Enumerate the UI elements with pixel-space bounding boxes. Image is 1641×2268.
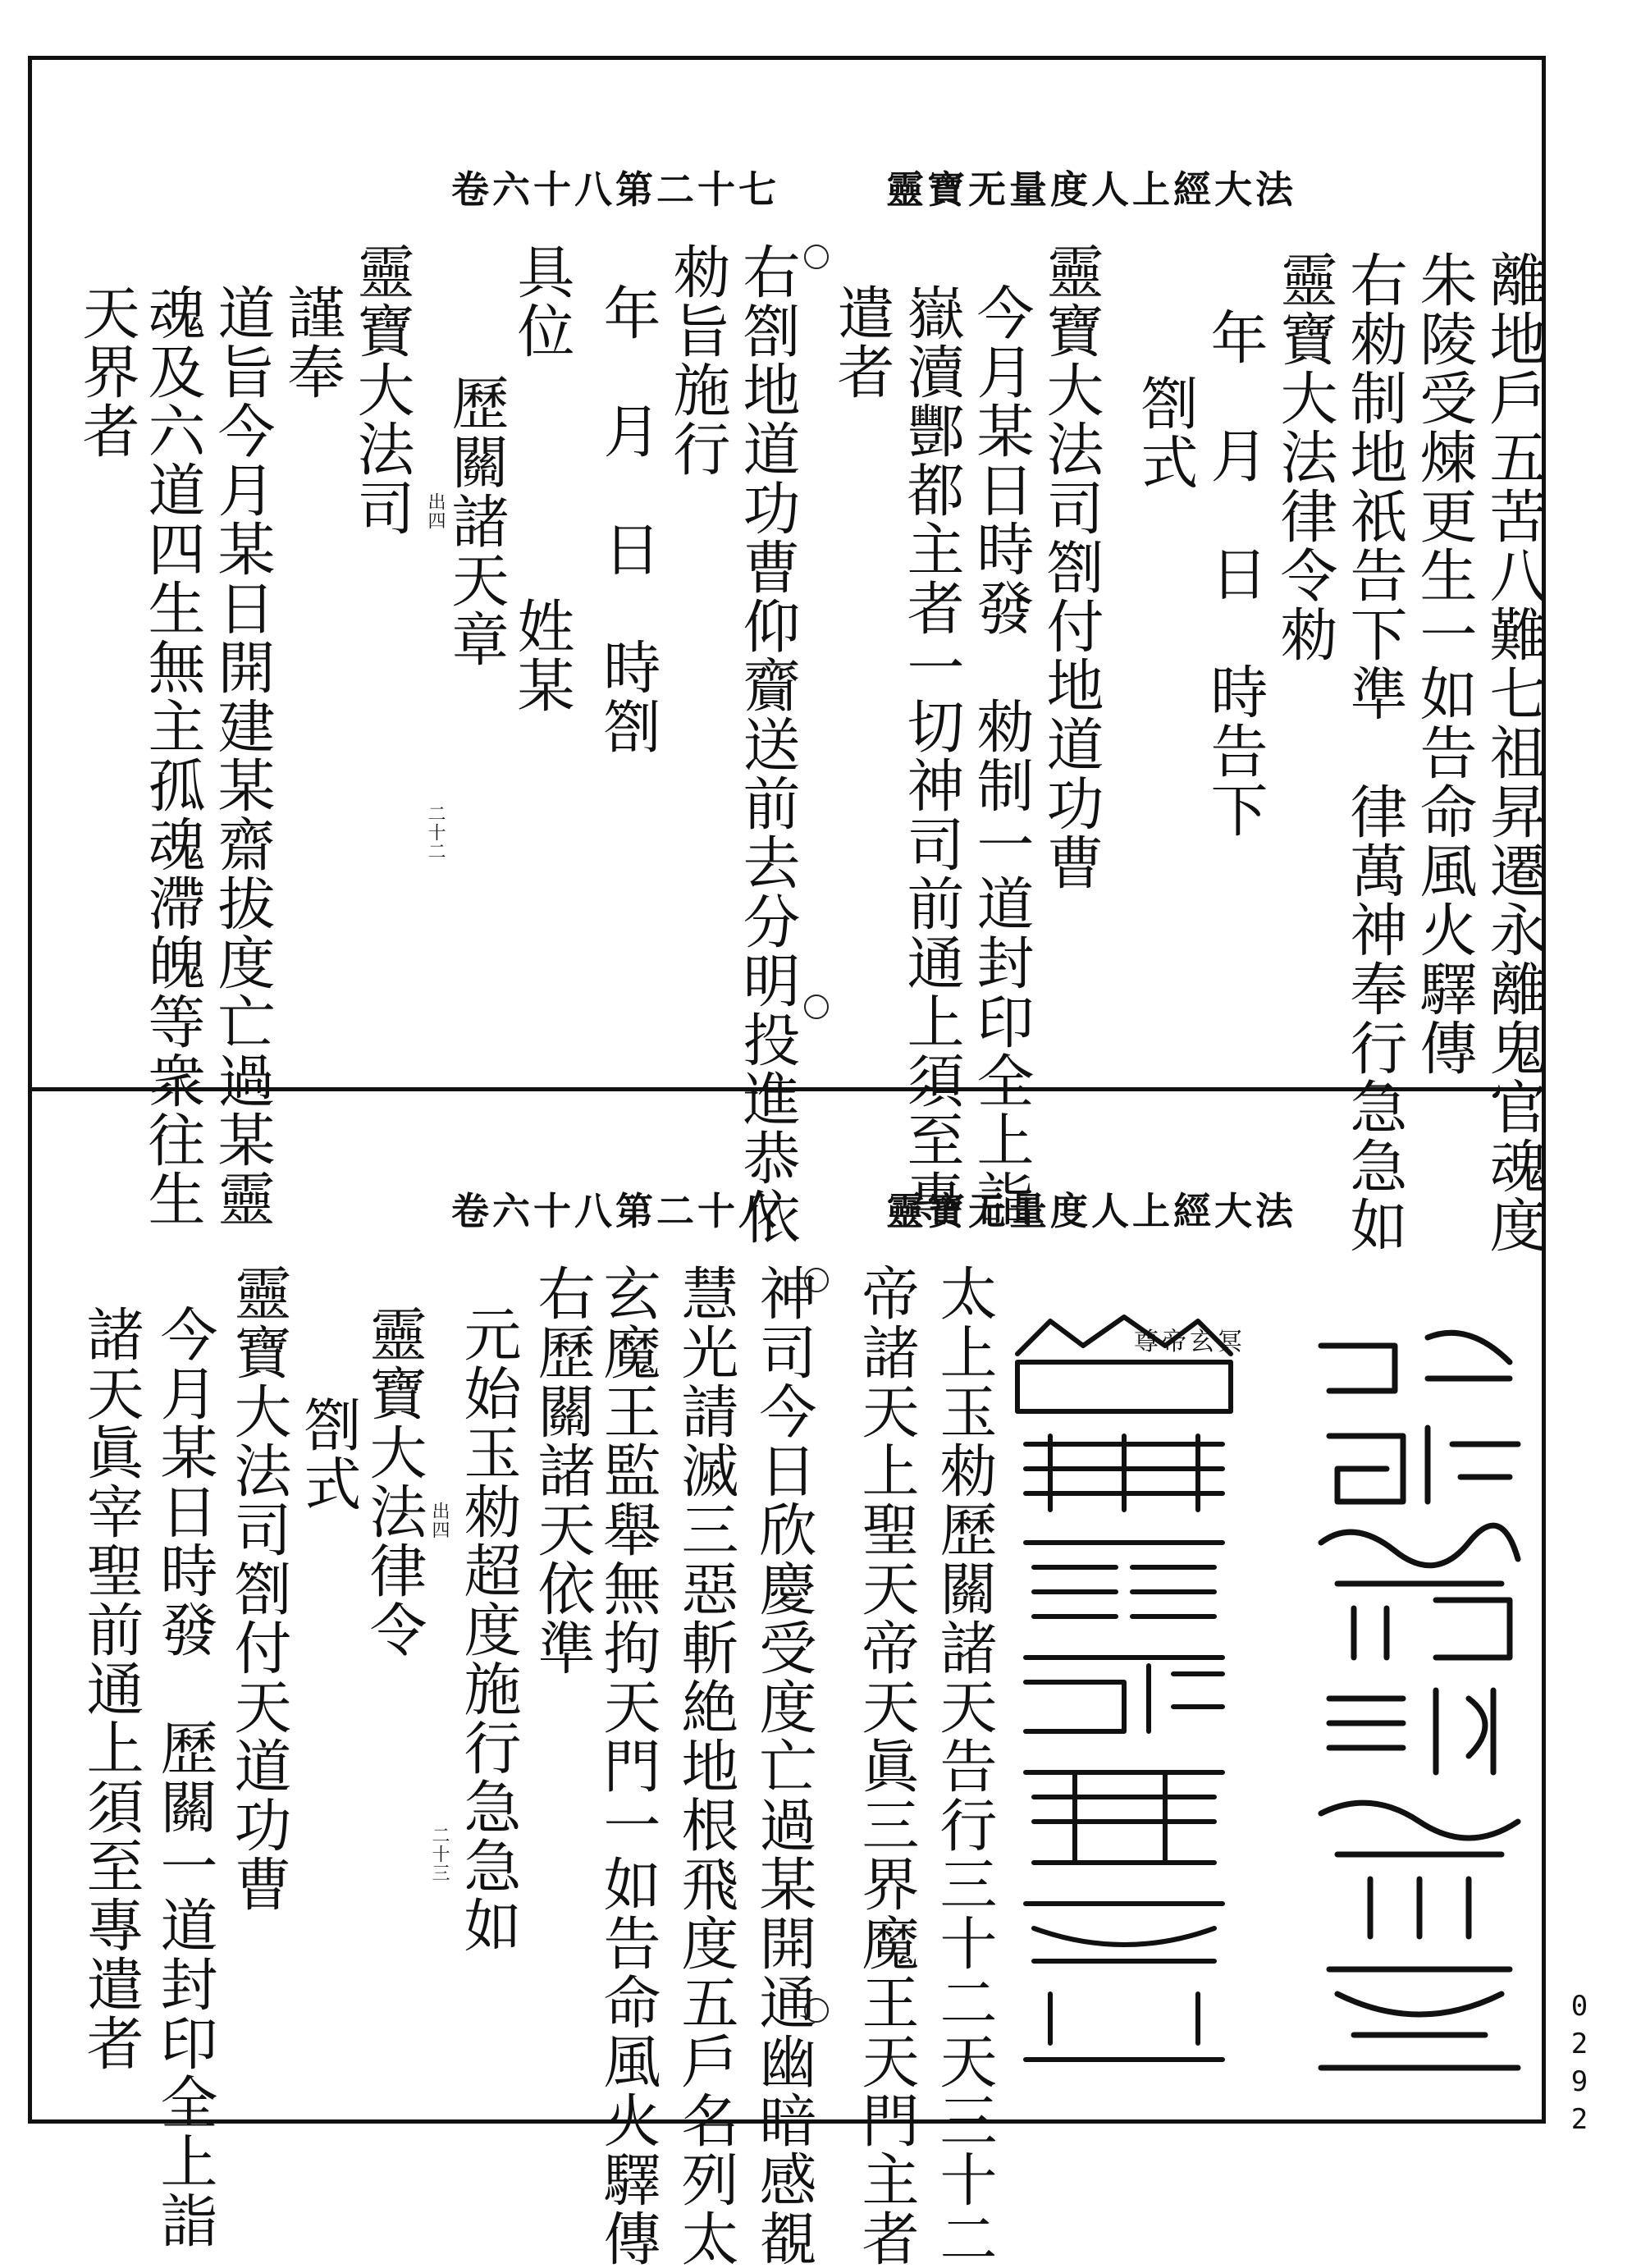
top-header-volume: 卷六十八第二十七 [451,167,779,212]
bottom-column-8: 靈寶大法律令 [360,1305,427,1659]
top-column-9: 嶽瀆酆都主者一切神司前通上須至專 [898,283,965,1228]
top-column-11: 右劄地道功曹仰齎送前去分明投進恭依 [734,242,801,1246]
top-column-15: 歷關諸天章 [442,373,510,669]
top-page-marker: 二十二 [425,804,446,861]
top-column-17: 謹奉 [278,283,345,401]
bottom-header-title: 靈寶无量度人上經大法 [886,1189,1296,1233]
top-column-4: 靈寶大法律令勑 [1271,250,1338,664]
top-circle-mark-1 [804,245,829,269]
bottom-column-9: 劄式 [295,1395,362,1513]
top-column-16: 靈寶大法司 [348,242,415,537]
top-column-14: 具位 姓某 [508,242,575,715]
top-column-13: 年 月 日 時劄 [594,283,661,756]
top-circle-mark-2 [804,995,829,1019]
seal-label: 尊帝玄冥 [1134,1328,1246,1356]
bottom-header-volume: 卷六十八第二十八 [451,1189,779,1233]
side-page-number: 0292 [1563,1990,1596,2141]
top-note-chu: 出四 [425,492,446,530]
top-column-8: 今月某日時發 勑制一道封印全上詣 [967,283,1035,1228]
top-column-19: 魂及六道四生無主孤魂滯魄等衆往生 [139,283,206,1228]
top-column-6: 劄式 [1131,373,1199,492]
top-header-title: 靈寶无量度人上經大法 [886,167,1296,212]
bottom-column-5: 玄魔王監舉無拘天門一如告命風火驛傳 [594,1264,661,2268]
bottom-column-6: 右歷關諸天依準 [528,1264,596,1677]
bottom-circle-mark-1 [804,1268,829,1292]
bottom-column-12: 諸天眞宰聖前通上須至專遣者 [77,1305,144,2073]
bottom-column-2: 帝諸天上聖天帝天眞三界魔王天門主者 [852,1264,920,2268]
top-column-20: 天界者 [73,283,140,460]
seal-script-talisman-1 [1305,1313,1534,2084]
bottom-page-marker: 二十三 [429,1826,450,1882]
top-column-1: 離地戶五苦八難七祖昇遷永離鬼官魂度 [1480,250,1547,1255]
bottom-column-3: 神司今日欣慶受度亡過某開通幽暗感覩 [750,1264,817,2268]
top-column-3: 右勑制地祇告下準 律萬神奉行急急如 [1341,250,1408,1255]
bottom-column-7: 元始玉勑超度施行急急如 [455,1305,522,1955]
top-column-5: 年 月 日 時告下 [1201,308,1268,839]
bottom-column-4: 慧光請滅三惡斬絶地根飛度五戶名列太 [672,1264,739,2268]
top-column-18: 道旨今月某日開建某齋拔度亡過某靈 [208,283,276,1228]
top-column-10: 遣者 [828,283,895,401]
top-column-12: 勑旨施行 [664,242,731,478]
top-column-2: 朱陵受煉更生一如告命風火驛傳 [1410,250,1478,1077]
bottom-note-chu: 出四 [429,1502,450,1539]
bottom-column-11: 今月某日時發 歷關一道封印全上詣 [151,1305,218,2250]
top-column-7: 靈寶大法司劄付地道功曹 [1037,242,1104,892]
bottom-column-10: 靈寶大法司劄付天道功曹 [225,1264,292,1914]
bottom-circle-mark-2 [804,1998,829,2023]
seal-script-talisman-2 [1001,1305,1247,2084]
bottom-column-1: 太上玉勑歷關諸天告行三十二天三十二 [930,1264,998,2268]
